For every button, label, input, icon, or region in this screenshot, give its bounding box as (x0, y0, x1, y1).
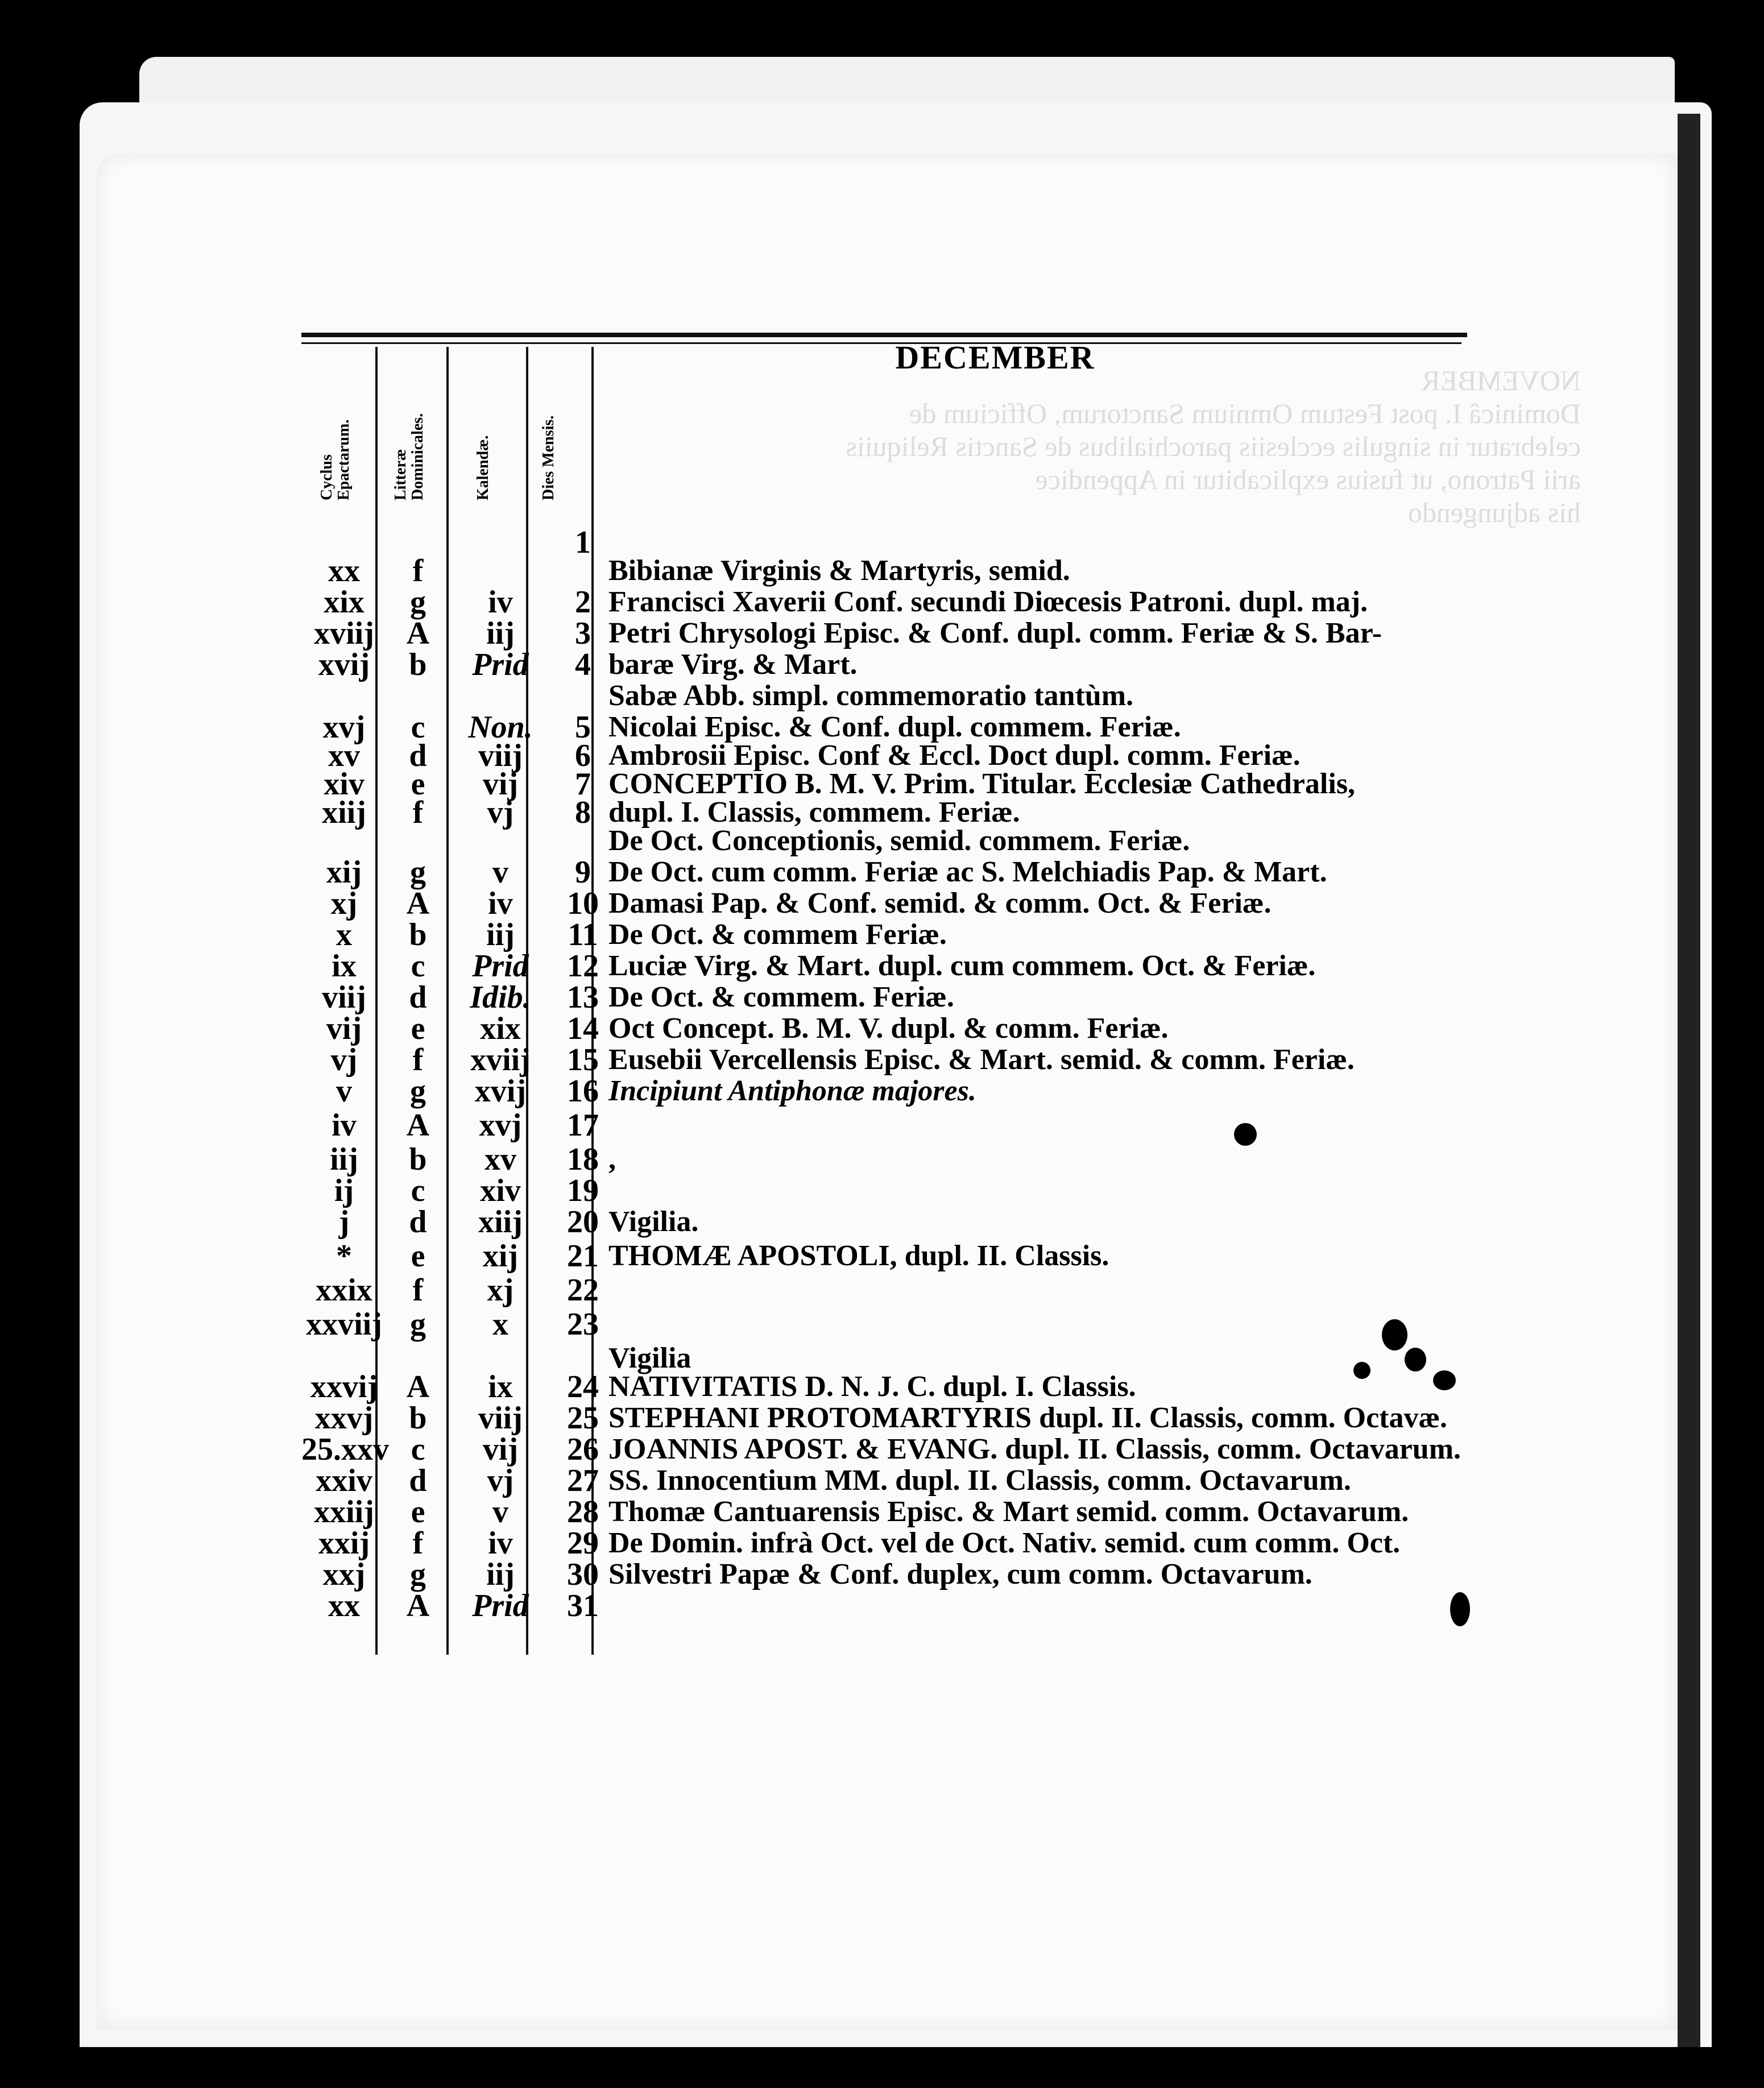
table-row (0, 825, 1764, 857)
epact-cell: iij (330, 1142, 358, 1177)
column-header-epact: Cyclus Epactarum. (318, 419, 353, 500)
epact-cell: xij (326, 855, 362, 890)
epact-cell: xv (328, 738, 360, 773)
feast-text-cell: Bibianæ Virginis & Martyris, semid. (608, 554, 1070, 587)
day-number-cell: 24 (567, 1369, 599, 1405)
feast-text-cell: Eusebii Vercellensis Episc. & Mart. semid. & comm. Feriæ. (608, 1043, 1355, 1076)
epact-cell: ix (332, 948, 357, 984)
epact-cell: xj (330, 886, 358, 921)
ink-blot (1353, 1362, 1370, 1379)
epact-cell: xxvj (314, 1401, 374, 1436)
kalend-cell: xv (485, 1142, 516, 1177)
feast-text-cell: De Oct. cum comm. Feriæ ac S. Melchiadis Pap. & Mart. (608, 856, 1327, 888)
dominical-letter-cell: b (409, 647, 427, 682)
table-row (0, 918, 1764, 951)
dominical-letter-cell: f (412, 795, 424, 830)
month-title: DECEMBER (895, 339, 1095, 376)
table-row (0, 1205, 1764, 1238)
dominical-letter-cell: A (406, 1369, 430, 1405)
table-row (0, 981, 1764, 1014)
dominical-letter-cell: g (410, 1557, 426, 1592)
table-row (0, 1174, 1764, 1207)
dominical-letter-cell: d (409, 738, 427, 773)
feast-text-cell: NATIVITATIS D. N. J. C. dupl. I. Classis. (608, 1370, 1136, 1403)
table-row (0, 1075, 1764, 1108)
column-header-kalend: Kalendæ. (474, 435, 492, 500)
dominical-letter-cell: e (411, 1238, 425, 1274)
day-number-cell: 13 (567, 980, 599, 1015)
dominical-letter-cell: A (406, 886, 430, 921)
feast-text-cell: CONCEPTIO B. M. V. Prim. Titular. Ecclesiæ Cathedralis, (608, 768, 1356, 800)
epact-cell: xx (328, 553, 360, 589)
feast-text-cell: Vigilia (608, 1342, 691, 1374)
dominical-letter-cell: f (412, 1526, 424, 1561)
day-number-cell: 17 (567, 1108, 599, 1143)
feast-text-cell: Incipiunt Antiphonæ majores. (608, 1075, 976, 1107)
feast-text-cell: baræ Virg. & Mart. (608, 648, 858, 681)
day-number-cell: 11 (568, 917, 598, 952)
epact-cell: 25.xxv (301, 1432, 389, 1467)
epact-cell: xxiij (314, 1494, 374, 1530)
ink-blot (1234, 1123, 1257, 1146)
table-row (0, 887, 1764, 920)
dominical-letter-cell: g (410, 855, 426, 890)
epact-cell: xxj (322, 1557, 366, 1592)
epact-cell: v (336, 1074, 352, 1109)
dominical-letter-cell: A (406, 1588, 430, 1623)
dominical-letter-cell: b (409, 1401, 427, 1436)
kalend-cell: vij (482, 767, 519, 802)
kalend-cell: v (492, 1494, 508, 1530)
kalend-cell: iv (488, 585, 513, 620)
table-row (0, 1370, 1764, 1403)
epact-cell: viij (322, 980, 366, 1015)
epact-cell: xxij (318, 1526, 370, 1561)
dominical-letter-cell: g (410, 1074, 426, 1109)
feast-text-cell: De Domin. infrà Oct. vel de Oct. Nativ. semid. cum comm. Oct. (608, 1527, 1401, 1559)
table-row (0, 1433, 1764, 1466)
dominical-letter-cell: d (409, 1204, 427, 1240)
epact-cell: vij (326, 1011, 362, 1046)
feast-text-cell: JOANNIS APOST. & EVANG. dupl. II. Classis, comm. Octavarum. (608, 1433, 1461, 1465)
kalend-cell: Idib. (470, 980, 531, 1015)
feast-text-cell: Oct Concept. B. M. V. dupl. & comm. Feriæ. (608, 1012, 1169, 1045)
day-number-cell: 30 (567, 1557, 599, 1592)
kalend-cell: viij (478, 738, 523, 773)
dominical-letter-cell: g (410, 585, 426, 620)
feast-text-cell: De Oct. Conceptionis, semid. commem. Feriæ. (608, 825, 1190, 857)
day-number-cell: 5 (575, 710, 591, 745)
feast-text-cell: Luciæ Virg. & Mart. dupl. cum commem. Oct. & Feriæ. (608, 950, 1316, 982)
ink-blot (1433, 1370, 1456, 1390)
kalend-cell: viij (478, 1401, 523, 1436)
kalend-cell: xvij (474, 1074, 527, 1109)
epact-cell: xiij (322, 795, 366, 830)
day-number-cell: 28 (567, 1494, 599, 1530)
feast-text-cell: STEPHANI PROTOMARTYRIS dupl. II. Classis, comm. Octavæ. (608, 1402, 1448, 1434)
table-row (0, 1240, 1764, 1273)
feast-text-cell: Ambrosii Episc. Conf & Eccl. Doct dupl. comm. Feriæ. (608, 739, 1301, 772)
ink-blot (1450, 1592, 1470, 1626)
dominical-letter-cell: g (410, 1307, 426, 1342)
kalend-cell: xviij (470, 1042, 531, 1078)
epact-cell: xxvij (310, 1369, 378, 1405)
dominical-letter-cell: c (411, 948, 425, 984)
kalend-cell: xix (480, 1011, 521, 1046)
kalend-cell: xiv (480, 1173, 521, 1208)
feast-text-cell: Sabæ Abb. simpl. commemoratio tantùm. (608, 680, 1134, 712)
ink-blot (1405, 1348, 1426, 1372)
day-number-cell: 7 (575, 767, 591, 802)
day-number-cell: 22 (567, 1273, 599, 1308)
top-rule (301, 333, 1467, 337)
table-row (0, 586, 1764, 619)
table-row (0, 856, 1764, 889)
kalend-cell: Prid (472, 1588, 529, 1623)
kalend-cell: x (492, 1307, 508, 1342)
epact-cell: xviij (314, 616, 374, 651)
kalend-cell: Prid (472, 647, 529, 682)
day-number-cell: 6 (575, 738, 591, 773)
kalend-cell: iij (486, 917, 515, 952)
feast-text-cell: dupl. I. Classis, commem. Feriæ. (608, 796, 1020, 828)
day-number-cell: 29 (567, 1526, 599, 1561)
column-header-letter: Litteræ Dominicales. (392, 413, 426, 500)
table-row (0, 1402, 1764, 1435)
kalend-cell: Prid (472, 948, 529, 984)
table-row (0, 680, 1764, 712)
feast-text-cell: Petri Chrysologi Episc. & Conf. dupl. comm. Feriæ & S. Bar- (608, 617, 1382, 649)
feast-text-cell: Thomæ Cantuarensis Episc. & Mart semid. comm. Octavarum. (608, 1495, 1409, 1528)
feast-text-cell: Silvestri Papæ & Conf. duplex, cum comm. Octavarum. (608, 1558, 1312, 1590)
kalend-cell: v (492, 855, 508, 890)
table-row (0, 1109, 1764, 1142)
epact-cell: x (336, 917, 352, 952)
day-number-cell: 8 (575, 795, 591, 830)
feast-text-cell: Francisci Xaverii Conf. secundi Diœcesis Patroni. dupl. maj. (608, 586, 1368, 618)
kalend-cell: vij (482, 1432, 519, 1467)
feast-text-cell: THOMÆ APOSTOLI, dupl. II. Classis. (608, 1240, 1109, 1272)
kalend-cell: iij (486, 616, 515, 651)
feast-text-cell: Damasi Pap. & Conf. semid. & comm. Oct. & Feriæ. (608, 887, 1272, 919)
epact-cell: vj (330, 1042, 358, 1078)
day-number-cell: 10 (567, 886, 599, 921)
table-row (0, 1527, 1764, 1560)
dominical-letter-cell: f (412, 1273, 424, 1308)
dominical-letter-cell: d (409, 1463, 427, 1498)
day-number-cell: 16 (567, 1074, 599, 1109)
table-row (0, 1464, 1764, 1497)
dominical-letter-cell: e (411, 1011, 425, 1046)
kalend-cell: ix (488, 1369, 513, 1405)
dominical-letter-cell: f (412, 553, 424, 589)
epact-cell: j (338, 1204, 350, 1240)
table-row (0, 1012, 1764, 1045)
dominical-letter-cell: c (411, 1432, 425, 1467)
day-number-cell: 26 (567, 1432, 599, 1467)
table-row (0, 1558, 1764, 1591)
dominical-letter-cell: e (411, 767, 425, 802)
table-row (0, 1143, 1764, 1176)
dominical-letter-cell: c (411, 710, 425, 745)
day-number-cell: 9 (575, 855, 591, 890)
epact-cell: xx (328, 1588, 360, 1623)
dominical-letter-cell: A (406, 1108, 430, 1143)
day-number-cell: 23 (567, 1307, 599, 1342)
day-number-cell: 15 (567, 1042, 599, 1078)
epact-cell: iv (332, 1108, 357, 1143)
kalend-cell: xj (487, 1273, 514, 1308)
day-number-cell: 14 (567, 1011, 599, 1046)
day-number-cell: 12 (567, 948, 599, 984)
feast-text-cell: , (608, 1143, 616, 1175)
epact-cell: xxviij (306, 1307, 382, 1342)
epact-cell: xvj (322, 710, 366, 745)
table-row (0, 1589, 1764, 1622)
dominical-letter-cell: c (411, 1173, 425, 1208)
table-row (0, 1043, 1764, 1076)
epact-cell: xvij (318, 647, 370, 682)
day-number-cell: 27 (567, 1463, 599, 1498)
ink-blot (1382, 1319, 1407, 1350)
kalend-cell: iv (488, 1526, 513, 1561)
dominical-letter-cell: f (412, 1042, 424, 1078)
epact-cell: xix (324, 585, 365, 620)
day-number-cell: 21 (567, 1238, 599, 1274)
day-number-cell: 25 (567, 1401, 599, 1436)
day-number-cell: 31 (567, 1588, 599, 1623)
kalend-cell: xiij (478, 1204, 523, 1240)
kalend-cell: vj (487, 795, 514, 830)
day-number-cell: 20 (567, 1204, 599, 1240)
epact-cell: ij (334, 1173, 354, 1208)
kalend-cell: xvj (479, 1108, 522, 1143)
dominical-letter-cell: d (409, 980, 427, 1015)
feast-text-cell: De Oct. & commem. Feriæ. (608, 981, 954, 1013)
epact-cell: * (336, 1238, 352, 1274)
table-row (0, 554, 1764, 587)
feast-text-cell: SS. Innocentium MM. dupl. II. Classis, comm. Octavarum. (608, 1464, 1351, 1497)
day-number-cell: 19 (567, 1173, 599, 1208)
column-header-day: Dies Mensis. (540, 415, 557, 500)
feast-text-cell: De Oct. & commem Feriæ. (608, 918, 947, 951)
epact-cell: xxix (316, 1273, 372, 1308)
table-row (0, 648, 1764, 681)
epact-cell: xiv (324, 767, 365, 802)
dominical-letter-cell: b (409, 1142, 427, 1177)
kalend-cell: xij (482, 1238, 519, 1274)
table-row (0, 950, 1764, 983)
day-number-cell: 4 (575, 647, 591, 682)
epact-cell: xxiv (316, 1463, 372, 1498)
feast-text-cell: Nicolai Episc. & Conf. dupl. commem. Feriæ. (608, 711, 1181, 743)
table-row (0, 617, 1764, 650)
kalend-cell: Non. (468, 710, 533, 745)
table-row (0, 1274, 1764, 1307)
day-number-cell: 2 (575, 585, 591, 620)
table-row (0, 1495, 1764, 1528)
kalend-cell: iij (486, 1557, 515, 1592)
dominical-letter-cell: e (411, 1494, 425, 1530)
day-number-cell: 3 (575, 616, 591, 651)
kalend-cell: vj (487, 1463, 514, 1498)
dominical-letter-cell: A (406, 616, 430, 651)
dominical-letter-cell: b (409, 917, 427, 952)
day-number-cell: 18 (567, 1142, 599, 1177)
kalend-cell: iv (488, 886, 513, 921)
day-number-cell: 1 (575, 525, 591, 560)
feast-text-cell: Vigilia. (608, 1205, 699, 1238)
table-row (0, 1308, 1764, 1341)
